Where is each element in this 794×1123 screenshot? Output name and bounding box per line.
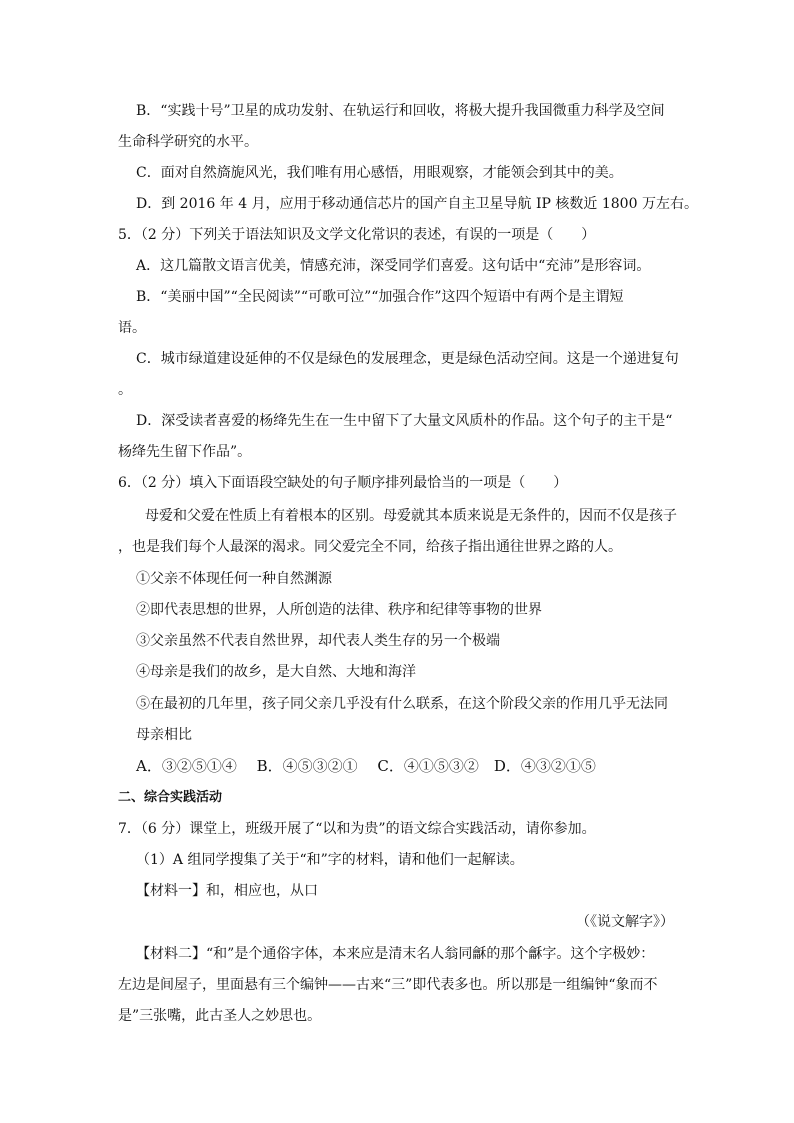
q6-sentence-2: ②即代表思想的世界，人所创造的法律、秩序和纪律等事物的世界 [136,602,542,618]
q5-option-d-line-2: 杨绛先生留下作品”。 [118,444,252,460]
q6-answer-options: A．③②⑤①④ B．④⑤③②① C．④①⑤③② D．④③②①⑤ [136,757,596,775]
q5-option-c-line-2: 。 [118,382,132,398]
q6-passage-line-1: 母爱和父爱在性质上有着根本的区别。母爱就其本质来说是无条件的，因而不仅是孩子 [145,508,677,524]
q6-sentence-5-line-1: ⑤在最初的几年里，孩子同父亲几乎没有什么联系，在这个阶段父亲的作用几乎无法同 [136,696,668,712]
option-b-line-1: B．“实践十号”卫星的成功发射、在轨运行和回收，将极大提升我国微重力科学及空间 [136,103,665,119]
material-2-line-1: 【材料二】“和”是个通俗字体，本来应是清末名人翁同龢的那个龢字。这个字极妙： [136,946,655,962]
option-d: D．到 2016 年 4 月，应用于移动通信芯片的国产自主卫星导航 IP 核数近 1800 万左右。 [136,196,698,212]
q7-part-1: （1）A 组同学搜集了关于“和”字的材料，请和他们一起解读。 [136,852,524,868]
q6-sentence-5-line-2: 母亲相比 [136,727,192,743]
option-c: C．面对自然旖旎风光，我们唯有用心感悟，用眼观察，才能领会到其中的美。 [136,165,623,181]
q6-sentence-3: ③父亲虽然不代表自然世界，却代表人类生存的另一个极端 [136,633,500,649]
question-5: 5．（2 分）下列关于语法知识及文学文化常识的表述，有误的一项是（ ） [118,227,596,243]
q5-option-d-line-1: D．深受读者喜爱的杨绛先生在一生中留下了大量文风质朴的作品。这个句子的主干是“ [136,413,673,429]
option-b-line-2: 生命科学研究的水平。 [118,134,258,150]
q6-sentence-4: ④母亲是我们的故乡，是大自然、大地和海洋 [136,664,416,680]
q5-option-c-line-1: C．城市绿道建设延伸的不仅是绿色的发展理念，更是绿色活动空间。这是一个递进复句 [136,351,679,367]
q5-option-b-line-2: 语。 [118,320,146,336]
question-6: 6．（2 分）填入下面语段空缺处的句子顺序排列最恰当的一项是（ ） [118,475,568,491]
q6-passage-line-2: ，也是我们每个人最深的渴求。同父爱完全不同，给孩子指出通往世界之路的人。 [118,539,622,555]
q5-option-b-line-1: B．“美丽中国”“全民阅读”“可歌可泣”“加强合作”这四个短语中有两个是主谓短 [136,289,624,305]
question-7: 7．（6 分）课堂上，班级开展了“以和为贵”的语文综合实践活动，请你参加。 [118,821,596,837]
q6-sentence-1: ①父亲不体现任何一种自然渊源 [136,571,332,587]
q5-option-a: A．这几篇散文语言优美，情感充沛，深受同学们喜爱。这句话中“充沛”是形容词。 [136,258,651,274]
section-heading: 二、综合实践活动 [118,790,223,805]
material-1-source: （《说文解字》） [576,914,674,930]
material-1: 【材料一】和，相应也，从口 [136,883,318,899]
material-2-line-2: 左边是间屋子，里面悬有三个编钟——古来“三”即代表多也。所以那是一组编钟“象而不 [118,977,658,993]
material-2-line-3: 是”三张嘴，此古圣人之妙思也。 [118,1008,322,1024]
